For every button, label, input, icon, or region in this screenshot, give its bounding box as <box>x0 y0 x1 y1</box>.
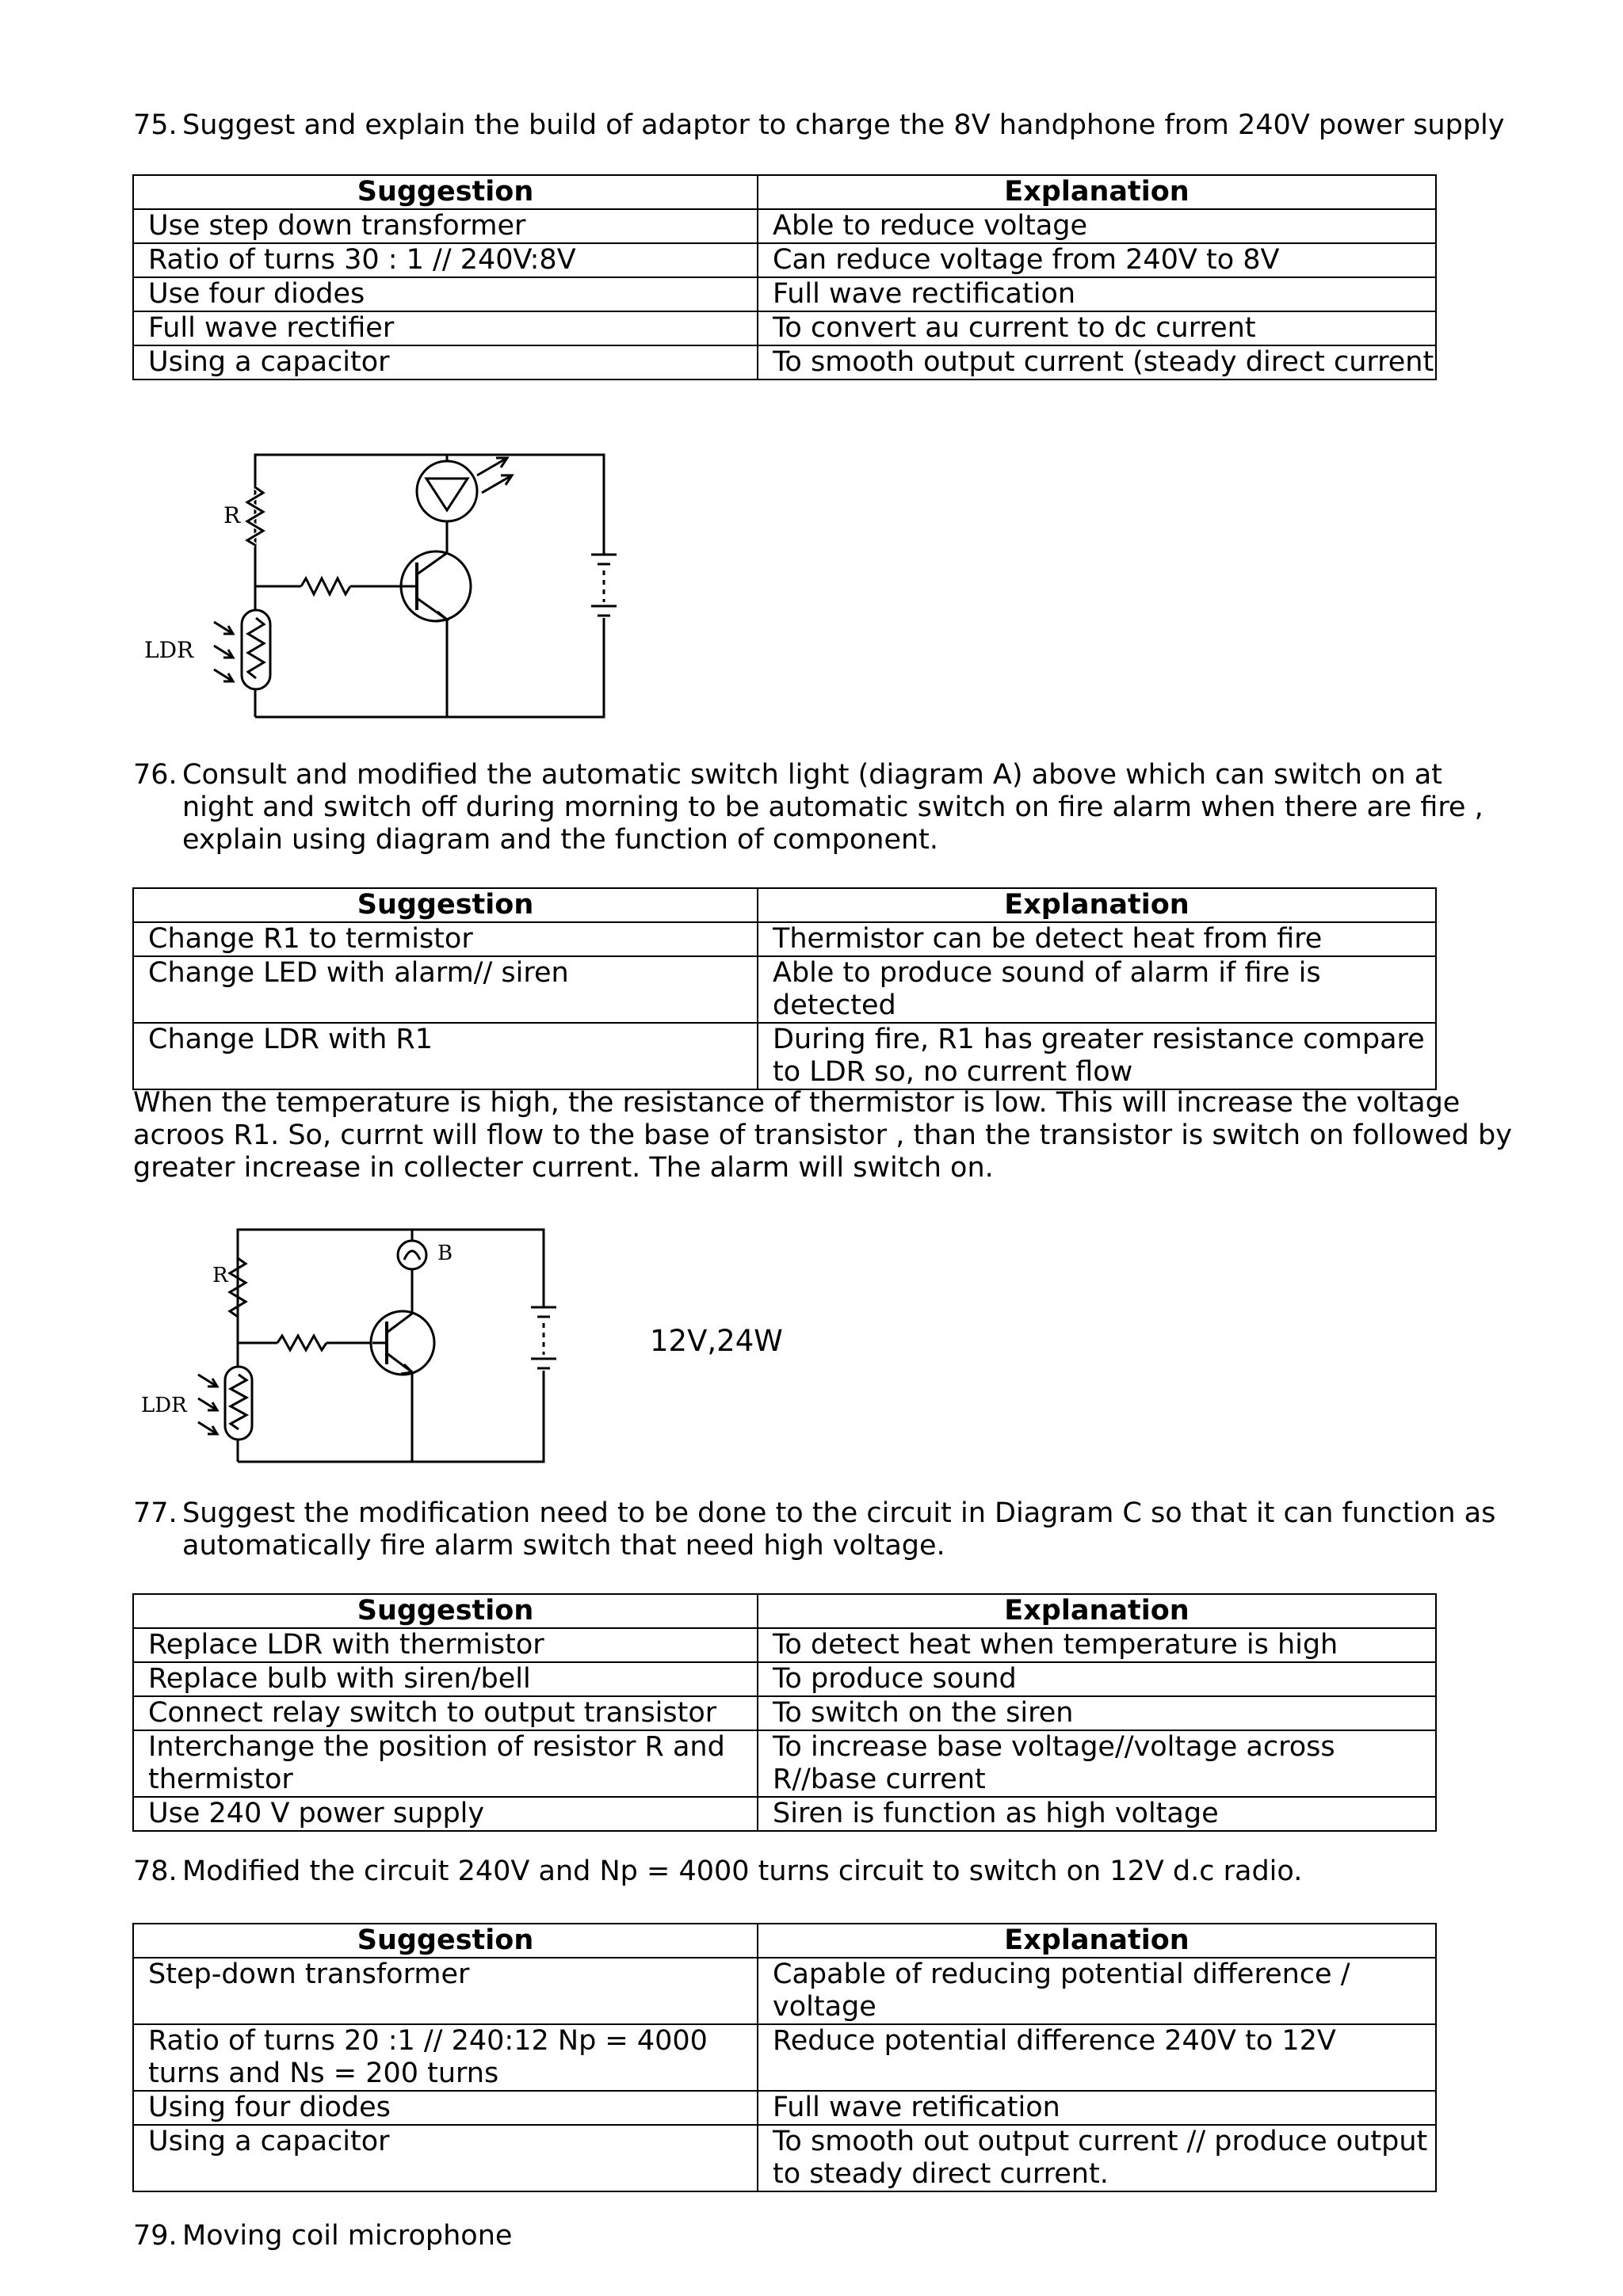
question-number: 76. <box>133 759 178 791</box>
q78-table <box>132 1923 1437 2192</box>
label-ldr: LDR <box>141 1394 187 1417</box>
suggestion-cell: Use step down transformer <box>133 209 758 243</box>
question-text: Suggest the modification need to be done to the circuit in Diagram C so that it can function as automatically fire alarm switch that need high voltage. <box>182 1497 1496 1562</box>
question-number: 79. <box>133 2220 178 2252</box>
header-suggestion: Suggestion <box>133 175 758 209</box>
label-r: R <box>223 502 241 528</box>
question-text: Modified the circuit 240V and Np = 4000 turns circuit to switch on 12V d.c radio. <box>182 1855 1303 1887</box>
circuit-diagram-c <box>135 1220 579 1474</box>
explanation-paragraph: When the temperature is high, the resistance of thermistor is low. This will increase the voltage acroos R1. So, currnt will flow to the base of transistor , than the transistor is switch on followed by greater increase in collecter current. The alarm will switch on. <box>133 1087 1512 1184</box>
table-row <box>133 277 1436 311</box>
table-row <box>133 922 1436 956</box>
question-79 <box>133 2220 1512 2252</box>
explanation-cell: Reduce potential difference 240V to 12V <box>758 2024 1436 2091</box>
explanation-cell: To produce sound <box>758 1662 1436 1696</box>
suggestion-cell: Use four diodes <box>133 277 758 311</box>
question-number: 78. <box>133 1855 178 1887</box>
suggestion-cell: Ratio of turns 30 : 1 // 240V:8V <box>133 243 758 277</box>
explanation-cell: To switch on the siren <box>758 1696 1436 1730</box>
explanation-cell: Thermistor can be detect heat from fire <box>758 922 1436 956</box>
question-number: 77. <box>133 1497 178 1529</box>
question-78 <box>133 1855 1512 1888</box>
question-75 <box>133 109 1512 142</box>
suggestion-cell: Ratio of turns 20 :1 // 240:12 Np = 4000 turns and Ns = 200 turns <box>133 2024 758 2091</box>
table-row <box>133 311 1436 345</box>
suggestion-cell: Using four diodes <box>133 2091 758 2125</box>
table-row <box>133 1696 1436 1730</box>
label-ldr: LDR <box>144 637 194 663</box>
table-row <box>133 1958 1436 2024</box>
header-suggestion: Suggestion <box>133 1924 758 1958</box>
table-row <box>133 1628 1436 1662</box>
explanation-cell: To smooth out output current // produce output to steady direct current. <box>758 2125 1436 2191</box>
table-row <box>133 2091 1436 2125</box>
explanation-cell: Full wave retification <box>758 2091 1436 2125</box>
question-text: Moving coil microphone <box>182 2220 513 2252</box>
label-r: R <box>212 1264 228 1287</box>
q77-table <box>132 1593 1437 1832</box>
q75-table <box>132 174 1437 380</box>
header-suggestion: Suggestion <box>133 1594 758 1628</box>
explanation-cell: Can reduce voltage from 240V to 8V <box>758 243 1436 277</box>
header-explanation: Explanation <box>758 175 1436 209</box>
suggestion-cell: Step-down transformer <box>133 1958 758 2024</box>
table-row <box>133 1023 1436 1089</box>
table-row <box>133 2125 1436 2191</box>
table-row <box>133 2024 1436 2091</box>
explanation-cell: To detect heat when temperature is high <box>758 1628 1436 1662</box>
table-row <box>133 209 1436 243</box>
table-row <box>133 1730 1436 1797</box>
circuit-diagram-a <box>135 444 626 729</box>
table-row <box>133 956 1436 1023</box>
explanation-cell: To convert au current to dc current <box>758 311 1436 345</box>
table-row <box>133 1797 1436 1831</box>
explanation-cell: During fire, R1 has greater resistance compare to LDR so, no current flow <box>758 1023 1436 1089</box>
explanation-cell: Able to reduce voltage <box>758 209 1436 243</box>
explanation-cell: Capable of reducing potential difference / voltage <box>758 1958 1436 2024</box>
explanation-cell: Able to produce sound of alarm if fire is detected <box>758 956 1436 1023</box>
question-76 <box>133 759 1512 856</box>
header-explanation: Explanation <box>758 1594 1436 1628</box>
header-suggestion: Suggestion <box>133 888 758 922</box>
table-row <box>133 345 1436 379</box>
question-number: 75. <box>133 109 178 141</box>
suggestion-cell: Change LDR with R1 <box>133 1023 758 1089</box>
suggestion-cell: Using a capacitor <box>133 345 758 379</box>
explanation-cell: Siren is function as high voltage <box>758 1797 1436 1831</box>
explanation-cell: Full wave rectification <box>758 277 1436 311</box>
suggestion-cell: Using a capacitor <box>133 2125 758 2191</box>
header-explanation: Explanation <box>758 1924 1436 1958</box>
suggestion-cell: Change LED with alarm// siren <box>133 956 758 1023</box>
rating-label: 12V,24W <box>650 1324 783 1358</box>
question-77 <box>133 1497 1512 1562</box>
suggestion-cell: Replace bulb with siren/bell <box>133 1662 758 1696</box>
table-row <box>133 243 1436 277</box>
table-row <box>133 1662 1436 1696</box>
suggestion-cell: Change R1 to termistor <box>133 922 758 956</box>
suggestion-cell: Connect relay switch to output transistor <box>133 1696 758 1730</box>
suggestion-cell: Full wave rectifier <box>133 311 758 345</box>
header-explanation: Explanation <box>758 888 1436 922</box>
q76-table <box>132 887 1437 1090</box>
question-text: Suggest and explain the build of adaptor to charge the 8V handphone from 240V power supply <box>182 109 1505 141</box>
suggestion-cell: Use 240 V power supply <box>133 1797 758 1831</box>
question-text: Consult and modified the automatic switch light (diagram A) above which can switch on at night and switch off during morning to be automatic switch on fire alarm when there are fire , explain using diagram and the function of component. <box>182 759 1484 856</box>
explanation-cell: To smooth output current (steady direct current <box>758 345 1436 379</box>
suggestion-cell: Replace LDR with thermistor <box>133 1628 758 1662</box>
explanation-cell: To increase base voltage//voltage across R//base current <box>758 1730 1436 1797</box>
label-b: B <box>437 1241 453 1265</box>
suggestion-cell: Interchange the position of resistor R and thermistor <box>133 1730 758 1797</box>
